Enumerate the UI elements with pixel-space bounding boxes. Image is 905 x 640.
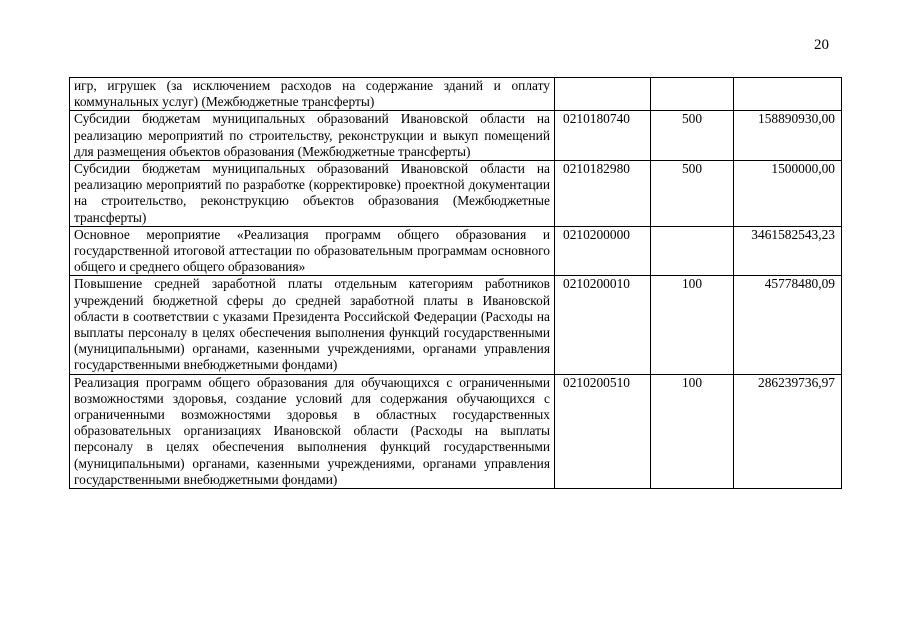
budget-table	[69, 77, 842, 489]
table-row	[70, 161, 842, 227]
row-code: 0210180740	[555, 111, 651, 161]
row-name: игр, игрушек (за исключением расходов на содержание зданий и оплату коммунальных услуг) (Межбюджетные трансферты)	[70, 78, 555, 111]
row-type: 100	[651, 276, 734, 374]
row-type: 500	[651, 111, 734, 161]
table-row	[70, 78, 842, 111]
row-code: 0210200510	[555, 374, 651, 488]
row-type	[651, 226, 734, 276]
row-type: 500	[651, 161, 734, 227]
row-amount	[734, 78, 842, 111]
row-code: 0210200000	[555, 226, 651, 276]
row-amount: 286239736,97	[734, 374, 842, 488]
row-code: 0210200010	[555, 276, 651, 374]
row-code: 0210182980	[555, 161, 651, 227]
table-row	[70, 226, 842, 276]
page-number: 20	[814, 37, 829, 53]
row-amount: 1500000,00	[734, 161, 842, 227]
row-name: Реализация программ общего образования для обучающихся с ограниченными возможностями здоровья, создание условий для содержания обучающихся с ограниченными возможностями здоровья в областных государственных образовательных организациях Ивановской области (Расходы на выплаты персоналу в целях обеспечения выполнения функций государственными (муниципальными) органами, казенными учреждениями, органами управления государственными внебюджетными фондами)	[70, 374, 555, 488]
row-name: Основное мероприятие «Реализация программ общего образования и государственной итоговой аттестации по образовательным программам основного общего и среднего общего образования»	[70, 226, 555, 276]
row-type: 100	[651, 374, 734, 488]
row-name: Субсидии бюджетам муниципальных образований Ивановской области на реализацию мероприятий по строительству, реконструкции и выкуп помещений для размещения объектов образования (Межбюджетные трансферты)	[70, 111, 555, 161]
table-row	[70, 111, 842, 161]
row-name: Повышение средней заработной платы отдельным категориям работников учреждений бюджетной сферы до средней заработной платы в Ивановской области в соответствии с указами Президента Российской Федерации (Расходы на выплаты персоналу в целях обеспечения выполнения функций государственными (муниципальными) органами, казенными учреждениями, органами управления государственными внебюджетными фондами)	[70, 276, 555, 374]
row-amount: 3461582543,23	[734, 226, 842, 276]
row-code	[555, 78, 651, 111]
table-row	[70, 276, 842, 374]
row-type	[651, 78, 734, 111]
table-row	[70, 374, 842, 488]
row-amount: 158890930,00	[734, 111, 842, 161]
row-name: Субсидии бюджетам муниципальных образований Ивановской области на реализацию мероприятий по разработке (корректировке) проектной документации на строительство, реконструкцию объектов образования (Межбюджетные трансферты)	[70, 161, 555, 227]
row-amount: 45778480,09	[734, 276, 842, 374]
